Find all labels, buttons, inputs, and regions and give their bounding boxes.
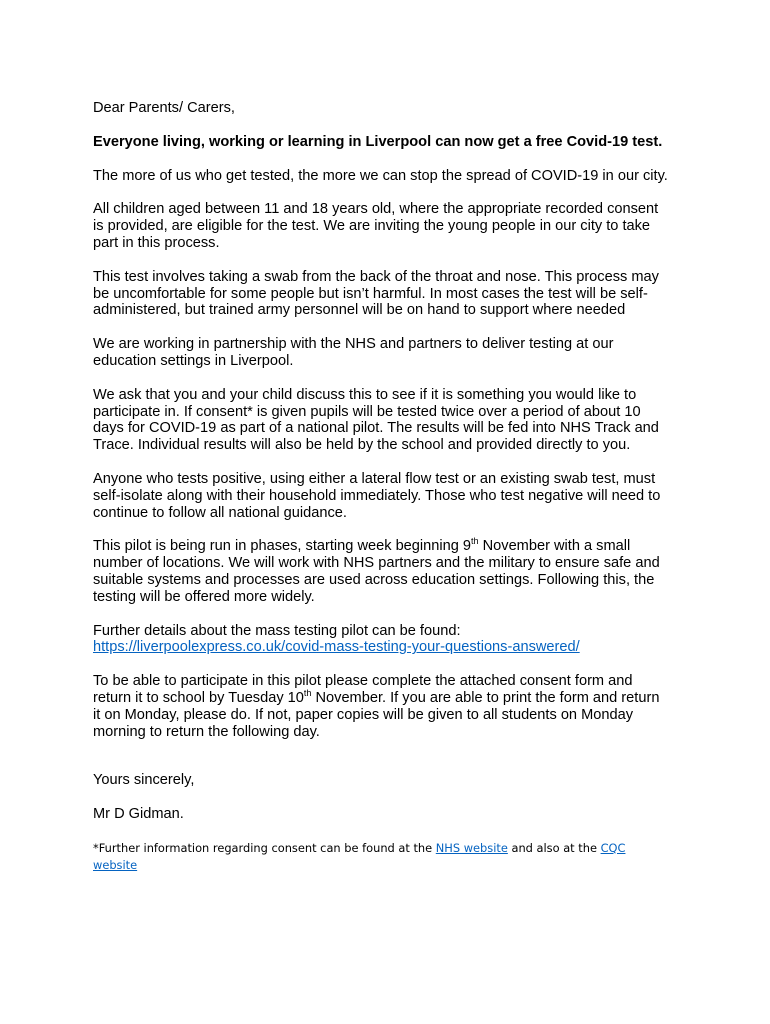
liverpool-express-link[interactable]: https://liverpoolexpress.co.uk/covid-mass-testing-your-questions-answered/ [93, 639, 580, 656]
cqc-website-link[interactable]: CQC website [93, 840, 626, 872]
paragraph-consent: We ask that you and your child discuss this to see if it is something you would like to participate in. If consent* is given pupils will be tested twice over a period of about 10 days for COVID-19 as part of a national pilot. The results will be fed into NHS Track and Trace. Individual results will also be held by the school and provided directly to you. [93, 386, 659, 454]
paragraph-participation [93, 673, 670, 740]
paragraph-partnership: We are working in partnership with the NHS and partners to deliver testing at our education settings in Liverpool. [93, 336, 614, 369]
participation-text-start: To be able to participate in this pilot please complete the attached consent form and return it to school by Tuesday 10 [93, 673, 633, 706]
pilot-text-end: November with a small number of locations. We will work with NHS partners and the military to ensure safe and suitable systems and processes are used across education settings. Following this, the testing will be offered more widely. [93, 538, 660, 605]
signature: Mr D Gidman. [93, 806, 184, 823]
paragraph-eligibility: All children aged between 11 and 18 years old, where the appropriate recorded consent is provided, are eligible for the test. We are inviting the young people in our city to take part in this process. [93, 201, 659, 251]
paragraph-testing-benefit: The more of us who get tested, the more we can stop the spread of COVID-19 in our city. [93, 167, 668, 184]
paragraph-further-details [93, 623, 670, 657]
salutation: Dear Parents/ Carers, [93, 100, 235, 116]
footnote-text-start: *Further information regarding consent can be found at the [93, 840, 436, 855]
nhs-website-link[interactable]: NHS website [435, 840, 508, 855]
participation-date-suffix: th [303, 688, 312, 699]
paragraph-positive-results: Anyone who tests positive, using either a lateral flow test or an existing swab test, must self-isolate along with their household immediately. Those who test negative will need to continue to follow all national guidance. [93, 470, 661, 521]
paragraph-pilot-phases [93, 538, 670, 605]
footnote-text-middle: and also at the [507, 840, 601, 855]
pilot-text-start: This pilot is being run in phases, starting week beginning 9 [93, 538, 472, 555]
participation-text-end: November. If you are able to print the form and return it on Monday, please do. If not, paper copies will be given to all students on Monday morning to return the following day. [93, 689, 660, 740]
footnote-consent [93, 840, 670, 874]
closing: Yours sincerely, [93, 772, 195, 789]
paragraph-test-procedure: This test involves taking a swab from the back of the throat and nose. This process may be uncomfortable for some people but isn’t harmful. In most cases the test will be self-administered, but trained army personnel will be on hand to support where needed [93, 268, 659, 319]
pilot-date-suffix: th [471, 536, 479, 547]
further-details-text: Further details about the mass testing pilot can be found: [93, 622, 461, 639]
headline: Everyone living, working or learning in Liverpool can now get a free Covid-19 test. [93, 133, 663, 150]
